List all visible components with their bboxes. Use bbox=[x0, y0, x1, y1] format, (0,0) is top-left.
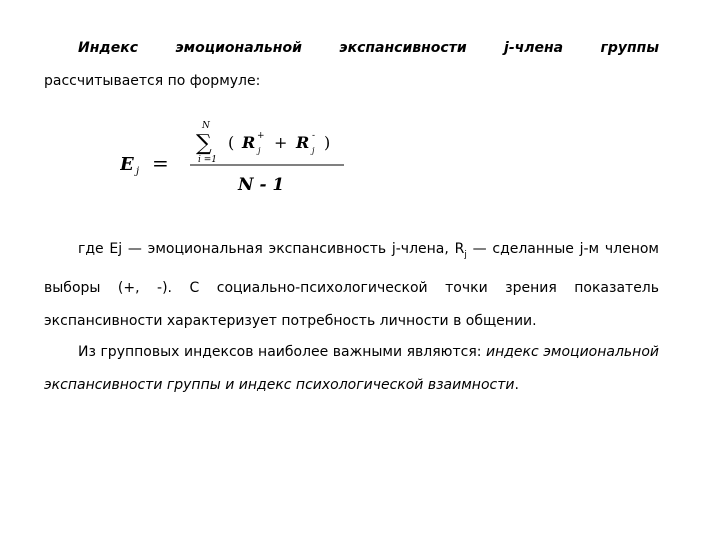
indices-end: . bbox=[514, 377, 519, 393]
expansiveness-formula bbox=[120, 118, 380, 198]
definition-part2: — сделанные j-м членом выборы (+, -). С социально-психологической точки зрения показатель экспансивности характеризует потребность личности в общении. bbox=[44, 241, 659, 329]
definition-part1: где Ej — эмоциональная экспансивность j-члена, R bbox=[78, 241, 465, 257]
r-minus-sup: - bbox=[312, 131, 316, 141]
psychological-reciprocity-index: индекс психологической взаимности bbox=[238, 377, 515, 393]
plus-sign: + bbox=[274, 133, 288, 152]
open-paren: ( bbox=[228, 133, 235, 152]
sigma-symbol: ∑ bbox=[196, 131, 212, 156]
formula-svg bbox=[120, 118, 380, 198]
group-expansiveness-index: индекс эмоциональной экспансивности группы bbox=[44, 344, 659, 393]
r-plus-sub: j bbox=[258, 146, 261, 155]
formula-lhs-sub: j bbox=[136, 166, 140, 177]
r-plus-sup: + bbox=[257, 131, 265, 141]
r-minus-sub: j bbox=[312, 146, 315, 155]
sum-upper-limit: N bbox=[202, 121, 210, 131]
close-paren: ) bbox=[324, 133, 331, 152]
definition-subscript: j bbox=[464, 249, 467, 260]
formula-equals: = bbox=[152, 151, 169, 175]
definition-paragraph bbox=[44, 233, 659, 338]
r-plus-base: R bbox=[242, 133, 256, 152]
index-title: Индекс эмоциональной экспансивности j-члена группы bbox=[78, 40, 659, 56]
intro-paragraph bbox=[44, 32, 659, 98]
indices-conjunction: и bbox=[220, 377, 239, 393]
intro-continuation: рассчитывается по формуле: bbox=[44, 73, 261, 89]
indices-paragraph bbox=[44, 336, 659, 402]
sum-lower-limit: i =1 bbox=[198, 155, 218, 165]
formula-lhs: E bbox=[120, 154, 134, 175]
indices-intro: Из групповых индексов наиболее важными являются: bbox=[78, 344, 486, 360]
r-minus-base: R bbox=[296, 133, 310, 152]
denominator: N - 1 bbox=[238, 175, 285, 195]
